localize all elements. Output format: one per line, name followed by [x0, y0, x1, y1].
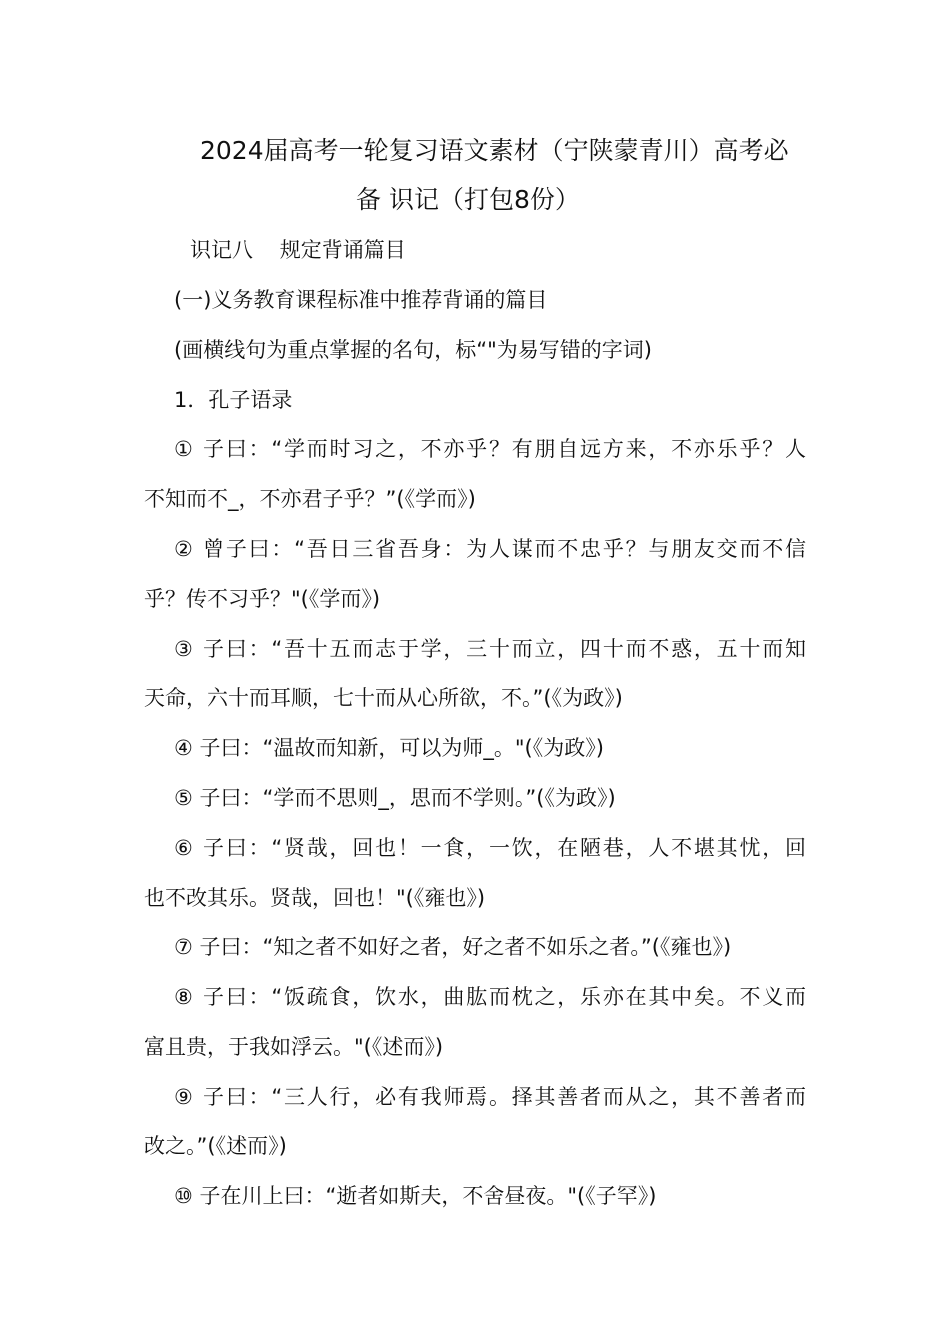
- note-text: (画横线句为重点掌握的名句，标“"为易写错的字词): [174, 338, 652, 362]
- quote-4: ④ 子曰：“温故而知新，可以为师_。"(《为政》): [174, 736, 604, 760]
- quote-9-line-2: 改之。”(《述而》): [144, 1134, 287, 1158]
- quote-1-line-2: 不知而不_，不亦君子乎？”(《学而》): [144, 487, 476, 511]
- subsection-heading: (一)义务教育课程标准中推荐背诵的篇目: [174, 288, 548, 312]
- quote-5: ⑤ 子曰：“学而不思则_，思而不学则。”(《为政》): [174, 786, 616, 810]
- document-title-line-1: 2024届高考一轮复习语文素材（宁陕蒙青川）高考必: [200, 136, 789, 165]
- quote-3-line-2: 天命，六十而耳顺，七十而从心所欲，不。”(《为政》): [144, 686, 623, 710]
- quote-3-line-1: ③ 子曰：“吾十五而志于学，三十而立，四十而不惑，五十而知: [174, 637, 806, 661]
- quote-2-line-2: 乎？传不习乎？"(《学而》): [144, 587, 381, 611]
- quote-10: ⑩ 子在川上曰：“逝者如斯夫，不舍昼夜。"(《子罕》): [174, 1184, 657, 1208]
- quote-6-line-1: ⑥ 子曰：“贤哉，回也！一食，一饮，在陋巷，人不堪其忧，回: [174, 836, 806, 860]
- quote-1-line-1: ① 子曰：“学而时习之，不亦乎？有朋自远方来，不亦乐乎？人: [174, 437, 806, 461]
- quote-7: ⑦ 子曰：“知之者不如好之者，好之者不如乐之者。”(《雍也》): [174, 935, 732, 959]
- item-heading: 1．孔子语录: [174, 388, 293, 412]
- quote-2-line-1: ② 曾子曰：“吾日三省吾身：为人谋而不忠乎？与朋友交而不信: [174, 537, 806, 561]
- quote-8-line-1: ⑧ 子曰：“饭疏食，饮水，曲肱而枕之，乐亦在其中矣。不义而: [174, 985, 806, 1009]
- section-heading: 识记八 规定背诵篇目: [190, 238, 406, 262]
- quote-9-line-1: ⑨ 子曰：“三人行，必有我师焉。择其善者而从之，其不善者而: [174, 1085, 806, 1109]
- quote-8-line-2: 富且贵，于我如浮云。"(《述而》): [144, 1035, 444, 1059]
- quote-6-line-2: 也不改其乐。贤哉，回也！"(《雍也》): [144, 886, 486, 910]
- document-title-line-2: 备 识记（打包8份）: [356, 185, 580, 214]
